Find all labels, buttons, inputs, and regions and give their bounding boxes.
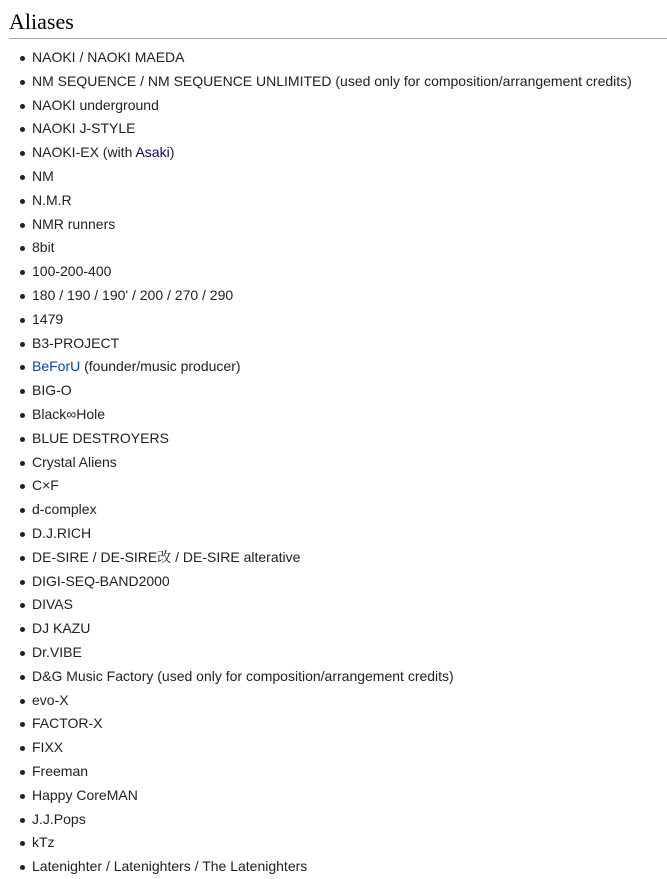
bullet-icon	[20, 841, 25, 846]
list-item	[9, 403, 667, 427]
bullet-icon	[20, 223, 25, 228]
list-item	[9, 641, 667, 665]
alias-text: DIVAS	[32, 596, 73, 613]
list-item	[9, 260, 667, 284]
bullet-icon	[20, 246, 25, 251]
alias-text: D.J.RICH	[32, 524, 92, 541]
bullet-icon	[20, 770, 25, 775]
alias-text: Happy CoreMAN	[32, 786, 138, 803]
alias-text: FIXX	[32, 739, 64, 756]
alias-text: B3-PROJECT	[32, 334, 120, 351]
aliases-section	[9, 8, 667, 879]
alias-text: DIGI-SEQ-BAND2000	[32, 572, 170, 589]
alias-text: D&G Music Factory (used only for composition/arrangement credits)	[32, 667, 454, 684]
bullet-icon	[20, 532, 25, 537]
bullet-icon	[20, 151, 25, 156]
bullet-icon	[20, 722, 25, 727]
list-item	[9, 760, 667, 784]
list-item	[9, 617, 667, 641]
list-item	[9, 546, 667, 570]
bullet-icon	[20, 865, 25, 870]
bullet-icon	[20, 199, 25, 204]
alias-text: J.J.Pops	[32, 810, 86, 827]
alias-text: Crystal Aliens	[32, 453, 117, 470]
list-item	[9, 332, 667, 356]
list-item	[9, 451, 667, 475]
bullet-icon	[20, 556, 25, 561]
bullet-icon	[20, 365, 25, 370]
list-item	[9, 522, 667, 546]
alias-text: NAOKI-EX (with	[32, 144, 136, 161]
list-item	[9, 94, 667, 118]
bullet-icon	[20, 699, 25, 704]
list-item	[9, 427, 667, 451]
alias-text: 100-200-400	[32, 263, 112, 280]
alias-text: 180 / 190 / 190' / 200 / 270 / 290	[32, 286, 234, 303]
alias-text: NMR runners	[32, 215, 116, 232]
list-item	[9, 784, 667, 808]
alias-note: (founder/music producer)	[80, 358, 241, 375]
alias-text: Freeman	[32, 762, 89, 779]
alias-link[interactable]: Asaki	[135, 144, 170, 161]
bullet-icon	[20, 508, 25, 513]
list-item	[9, 570, 667, 594]
alias-text: C×F	[32, 477, 59, 494]
section-heading: Aliases	[9, 8, 667, 39]
bullet-icon	[20, 603, 25, 608]
bullet-icon	[20, 580, 25, 585]
list-item	[9, 665, 667, 689]
bullet-icon	[20, 437, 25, 442]
bullet-icon	[20, 342, 25, 347]
bullet-icon	[20, 80, 25, 85]
bullet-icon	[20, 294, 25, 299]
alias-text: Dr.VIBE	[32, 643, 82, 660]
list-item	[9, 712, 667, 736]
list-item	[9, 474, 667, 498]
alias-text: d-complex	[32, 501, 97, 518]
list-item	[9, 593, 667, 617]
alias-text: DJ KAZU	[32, 620, 91, 637]
alias-list	[9, 46, 667, 879]
bullet-icon	[20, 461, 25, 466]
bullet-icon	[20, 318, 25, 323]
list-item	[9, 70, 667, 94]
bullet-icon	[20, 818, 25, 823]
list-item	[9, 308, 667, 332]
list-item	[9, 379, 667, 403]
list-item	[9, 213, 667, 237]
bullet-icon	[20, 127, 25, 132]
bullet-icon	[20, 413, 25, 418]
list-item	[9, 141, 667, 165]
alias-link[interactable]: BeForU	[32, 358, 81, 375]
alias-text: kTz	[32, 834, 55, 851]
alias-text: Black∞Hole	[32, 405, 106, 422]
alias-text: 1479	[32, 310, 64, 327]
alias-note: )	[169, 144, 175, 161]
alias-text: NAOKI J-STYLE	[32, 120, 136, 137]
bullet-icon	[20, 56, 25, 61]
list-item	[9, 355, 667, 379]
bullet-icon	[20, 794, 25, 799]
list-item	[9, 855, 667, 879]
alias-text: NAOKI / NAOKI MAEDA	[32, 49, 185, 65]
list-item	[9, 46, 667, 70]
alias-text: NM	[32, 167, 54, 184]
bullet-icon	[20, 627, 25, 632]
alias-text: FACTOR-X	[32, 715, 103, 732]
alias-text: 8bit	[32, 239, 55, 256]
alias-text: NAOKI underground	[32, 96, 159, 113]
alias-text: BIG-O	[32, 382, 72, 399]
alias-text: DE-SIRE / DE-SIRE改 / DE-SIRE alterative	[32, 548, 301, 565]
alias-text: N.M.R	[32, 191, 72, 208]
list-item	[9, 236, 667, 260]
alias-text: evo-X	[32, 691, 69, 708]
list-item	[9, 831, 667, 855]
bullet-icon	[20, 746, 25, 751]
alias-text: NM SEQUENCE / NM SEQUENCE UNLIMITED (used only for composition/arrangement credits)	[32, 72, 632, 89]
bullet-icon	[20, 651, 25, 656]
bullet-icon	[20, 484, 25, 489]
bullet-icon	[20, 389, 25, 394]
bullet-icon	[20, 675, 25, 680]
alias-text: BLUE DESTROYERS	[32, 429, 169, 446]
list-item	[9, 284, 667, 308]
list-item	[9, 117, 667, 141]
list-item	[9, 498, 667, 522]
list-item	[9, 165, 667, 189]
list-item	[9, 736, 667, 760]
bullet-icon	[20, 270, 25, 275]
bullet-icon	[20, 104, 25, 109]
list-item	[9, 808, 667, 832]
list-item	[9, 189, 667, 213]
list-item	[9, 689, 667, 713]
alias-text: Latenighter / Latenighters / The Latenighters	[32, 858, 308, 875]
bullet-icon	[20, 175, 25, 180]
